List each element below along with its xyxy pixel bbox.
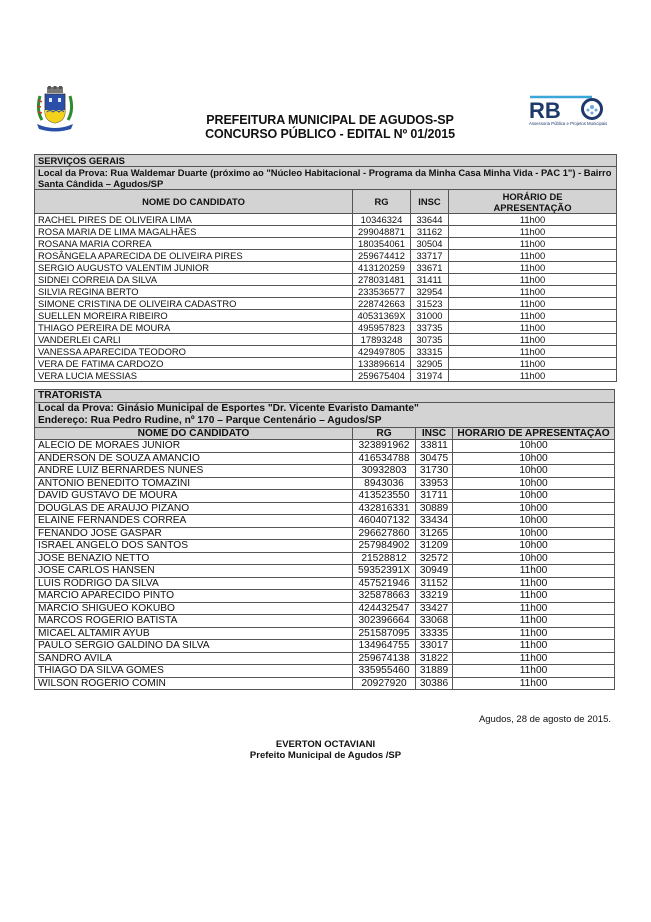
registration-number: 33434 xyxy=(416,515,453,528)
table-row xyxy=(35,565,615,578)
table-row xyxy=(35,540,615,553)
registration-number: 33717 xyxy=(411,250,449,262)
registration-number: 31822 xyxy=(416,652,453,665)
table-row xyxy=(35,346,617,358)
presentation-time: 11h00 xyxy=(453,577,615,590)
signer-name: EVERTON OCTAVIANI xyxy=(275,739,376,750)
table-row xyxy=(35,214,617,226)
candidate-name: JOSÉ BENAZIO NETTO xyxy=(35,552,353,565)
rg-number: 278031481 xyxy=(353,274,411,286)
table-row xyxy=(35,640,615,653)
candidate-name: SIDNEI CORREIA DA SILVA xyxy=(35,274,353,286)
table-row xyxy=(35,665,615,678)
rg-number: 10346324 xyxy=(353,214,411,226)
candidate-name: ROSÂNGELA APARECIDA DE OLIVEIRA PIRES xyxy=(35,250,353,262)
column-header-insc: INSC xyxy=(411,190,449,214)
presentation-time: 11h00 xyxy=(453,565,615,578)
registration-number: 31209 xyxy=(416,540,453,553)
table-row xyxy=(35,627,615,640)
registration-number: 30386 xyxy=(416,677,453,690)
registration-number: 33315 xyxy=(411,346,449,358)
rg-number: 416534788 xyxy=(353,452,416,465)
exam-location: Local da Prova: Rua Waldemar Duarte (próximo ao "Núcleo Habitacional - Programa da Minha Casa Minha Vida - PAC 1") - Bairro Santa Cândida – Agudos/SP xyxy=(35,167,617,190)
rg-number: 8943036 xyxy=(353,477,416,490)
table-row xyxy=(35,677,615,690)
candidate-name: WILSON ROGÉRIO COMIN xyxy=(35,677,353,690)
registration-number: 31711 xyxy=(416,490,453,503)
candidate-name: DAVID GUSTAVO DE MOURA xyxy=(35,490,353,503)
candidate-name: FENANDO JOSÉ GASPAR xyxy=(35,527,353,540)
presentation-time: 10h00 xyxy=(453,540,615,553)
registration-number: 31000 xyxy=(411,310,449,322)
rg-number: 323891962 xyxy=(353,440,416,453)
presentation-time: 11h00 xyxy=(453,590,615,603)
column-header-insc: INSC xyxy=(416,427,453,440)
rg-number: 259675404 xyxy=(353,370,411,382)
candidate-name: ANTONIO BENEDITO TOMAZINI xyxy=(35,477,353,490)
candidate-name: VERA DE FATIMA CARDOZO xyxy=(35,358,353,370)
presentation-time: 11h00 xyxy=(449,226,617,238)
registration-number: 31523 xyxy=(411,298,449,310)
rg-number: 495957823 xyxy=(353,322,411,334)
candidate-name: RACHEL PIRES DE OLIVEIRA LIMA xyxy=(35,214,353,226)
candidate-name: SANDRO AVILA xyxy=(35,652,353,665)
title-line-1: PREFEITURA MUNICIPAL DE AGUDOS-SP xyxy=(206,113,454,127)
registration-number: 33219 xyxy=(416,590,453,603)
table-row xyxy=(35,358,617,370)
registration-number: 30504 xyxy=(411,238,449,250)
candidate-name: SERGIO AUGUSTO VALENTIM JUNIOR xyxy=(35,262,353,274)
section-title: TRATORISTA xyxy=(35,390,615,403)
candidate-name: PAULO SÉRGIO GALDINO DA SILVA xyxy=(35,640,353,653)
rg-number: 299048871 xyxy=(353,226,411,238)
presentation-time: 11h00 xyxy=(449,358,617,370)
presentation-time: 11h00 xyxy=(449,298,617,310)
table-row xyxy=(35,477,615,490)
registration-number: 30735 xyxy=(411,334,449,346)
presentation-time: 11h00 xyxy=(449,322,617,334)
table-row xyxy=(35,238,617,250)
municipal-coat-of-arms-logo xyxy=(34,86,76,132)
registration-number: 31411 xyxy=(411,274,449,286)
presentation-time: 11h00 xyxy=(449,346,617,358)
presentation-time: 10h00 xyxy=(453,490,615,503)
registration-number: 32905 xyxy=(411,358,449,370)
table-row xyxy=(35,577,615,590)
table-row xyxy=(35,262,617,274)
presentation-time: 10h00 xyxy=(453,477,615,490)
presentation-time: 11h00 xyxy=(449,370,617,382)
registration-number: 32572 xyxy=(416,552,453,565)
column-header-name: NOME DO CANDIDATO xyxy=(35,190,353,214)
column-header-time: HORÁRIO DE APRESENTAÇÃO xyxy=(449,190,617,214)
table-row xyxy=(35,274,617,286)
svg-text:RB: RB xyxy=(529,98,561,123)
presentation-time: 10h00 xyxy=(453,465,615,478)
registration-number: 33335 xyxy=(416,627,453,640)
column-header-rg: RG xyxy=(353,190,411,214)
rg-number: 134964755 xyxy=(353,640,416,653)
rg-number: 460407132 xyxy=(353,515,416,528)
candidate-name: ROSA MARIA DE LIMA MAGALHÃES xyxy=(35,226,353,238)
candidate-name: VANDERLEI CARLI xyxy=(35,334,353,346)
table-row xyxy=(35,490,615,503)
presentation-time: 10h00 xyxy=(453,527,615,540)
table-row xyxy=(35,590,615,603)
candidate-name: MÁRCIO SHIGUEO KOKUBO xyxy=(35,602,353,615)
candidate-name: SILVIA REGINA BERTO xyxy=(35,286,353,298)
presentation-time: 11h00 xyxy=(453,640,615,653)
table-row xyxy=(35,552,615,565)
rg-number: 424432547 xyxy=(353,602,416,615)
presentation-time: 11h00 xyxy=(449,214,617,226)
rg-number: 413120259 xyxy=(353,262,411,274)
registration-number: 31730 xyxy=(416,465,453,478)
rg-number: 429497805 xyxy=(353,346,411,358)
registration-number: 33644 xyxy=(411,214,449,226)
table-row xyxy=(35,615,615,628)
table-row xyxy=(35,298,617,310)
candidate-name: THIAGO DA SILVA GOMES xyxy=(35,665,353,678)
table-row xyxy=(35,502,615,515)
servicos-gerais-table xyxy=(34,154,617,382)
rg-number: 257984902 xyxy=(353,540,416,553)
registration-number: 30475 xyxy=(416,452,453,465)
table-row xyxy=(35,310,617,322)
candidate-name: SUELLEN MOREIRA RIBEIRO xyxy=(35,310,353,322)
candidate-name: MARCIO APARECIDO PINTO xyxy=(35,590,353,603)
rg-number: 21528812 xyxy=(353,552,416,565)
presentation-time: 11h00 xyxy=(449,274,617,286)
table-row xyxy=(35,334,617,346)
presentation-time: 10h00 xyxy=(453,552,615,565)
table-row xyxy=(35,322,617,334)
candidate-name: ANDERSON DE SOUZA AMANCIO xyxy=(35,452,353,465)
candidate-name: ALECIO DE MORAES JUNIOR xyxy=(35,440,353,453)
rg-number: 296627860 xyxy=(353,527,416,540)
exam-location xyxy=(35,402,615,427)
candidate-name: ROSANA MARIA CORREA xyxy=(35,238,353,250)
rg-number: 335955460 xyxy=(353,665,416,678)
rg-number: 233536577 xyxy=(353,286,411,298)
candidate-name: VERA LUCIA MESSIAS xyxy=(35,370,353,382)
registration-number: 33953 xyxy=(416,477,453,490)
registration-number: 33811 xyxy=(416,440,453,453)
registration-number: 30889 xyxy=(416,502,453,515)
registration-number: 33017 xyxy=(416,640,453,653)
presentation-time: 11h00 xyxy=(453,602,615,615)
candidate-name: JOSE CARLOS HANSEN xyxy=(35,565,353,578)
rbo-logo xyxy=(528,94,610,126)
location-address: Endereço: Rua Pedro Rudine, nº 170 – Parque Centenário – Agudos/SP xyxy=(38,414,382,426)
presentation-time: 11h00 xyxy=(453,615,615,628)
registration-number: 31152 xyxy=(416,577,453,590)
rg-number: 259674138 xyxy=(353,652,416,665)
registration-number: 33735 xyxy=(411,322,449,334)
candidate-name: THIAGO PEREIRA DE MOURA xyxy=(35,322,353,334)
presentation-time: 11h00 xyxy=(449,262,617,274)
column-header-name: NOME DO CANDIDATO xyxy=(35,427,353,440)
table-row xyxy=(35,602,615,615)
registration-number: 33427 xyxy=(416,602,453,615)
tratorista-table xyxy=(34,389,615,690)
rg-number: 180354061 xyxy=(353,238,411,250)
registration-number: 31974 xyxy=(411,370,449,382)
document-title xyxy=(180,113,480,141)
candidate-name: SIMONE CRISTINA DE OLIVEIRA CADASTRO xyxy=(35,298,353,310)
presentation-time: 11h00 xyxy=(449,286,617,298)
presentation-time: 11h00 xyxy=(449,310,617,322)
registration-number: 31265 xyxy=(416,527,453,540)
title-line-2: CONCURSO PÚBLICO - EDITAL Nº 01/2015 xyxy=(205,127,455,141)
presentation-time: 11h00 xyxy=(449,250,617,262)
rg-number: 413523550 xyxy=(353,490,416,503)
rg-number: 133896614 xyxy=(353,358,411,370)
table-row xyxy=(35,440,615,453)
registration-number: 31889 xyxy=(416,665,453,678)
presentation-time: 11h00 xyxy=(453,627,615,640)
location-line-1: Local da Prova: Ginásio Municipal de Esportes "Dr. Vicente Evaristo Damante" xyxy=(38,402,419,414)
rg-number: 251587095 xyxy=(353,627,416,640)
table-row xyxy=(35,286,617,298)
table-row xyxy=(35,250,617,262)
presentation-time: 10h00 xyxy=(453,440,615,453)
table-row xyxy=(35,527,615,540)
presentation-time: 10h00 xyxy=(453,502,615,515)
candidate-name: MICAEL ALTAMIR AYUB xyxy=(35,627,353,640)
rg-number: 30932803 xyxy=(353,465,416,478)
rg-number: 59352391X xyxy=(353,565,416,578)
candidate-name: MARCOS ROGÉRIO BATISTA xyxy=(35,615,353,628)
candidate-name: ISRAEL ANGELO DOS SANTOS xyxy=(35,540,353,553)
rg-number: 40531369X xyxy=(353,310,411,322)
rg-number: 325878663 xyxy=(353,590,416,603)
registration-number: 33068 xyxy=(416,615,453,628)
table-row xyxy=(35,370,617,382)
registration-number: 30949 xyxy=(416,565,453,578)
rg-number: 17893248 xyxy=(353,334,411,346)
presentation-time: 11h00 xyxy=(453,665,615,678)
rg-number: 259674412 xyxy=(353,250,411,262)
rg-number: 228742663 xyxy=(353,298,411,310)
rg-number: 457521946 xyxy=(353,577,416,590)
signer-title: Prefeito Municipal de Agudos /SP xyxy=(249,750,402,761)
candidate-name: DOUGLAS DE ARAUJO PIZANO xyxy=(35,502,353,515)
presentation-time: 10h00 xyxy=(453,452,615,465)
candidate-name: ANDRÉ LUIZ BERNARDES NUNES xyxy=(35,465,353,478)
rg-number: 432816331 xyxy=(353,502,416,515)
presentation-time: 10h00 xyxy=(453,515,615,528)
registration-number: 32954 xyxy=(411,286,449,298)
column-header-rg: RG xyxy=(353,427,416,440)
candidate-name: LUIS RODRIGO DA SILVA xyxy=(35,577,353,590)
presentation-time: 11h00 xyxy=(453,677,615,690)
table-row xyxy=(35,452,615,465)
svg-text:Assessoria Pública e Projetos: Assessoria Pública e Projetos Municipais xyxy=(529,121,608,126)
registration-number: 31162 xyxy=(411,226,449,238)
candidate-name: VANESSA APARECIDA TEODORO xyxy=(35,346,353,358)
presentation-time: 11h00 xyxy=(449,238,617,250)
registration-number: 33671 xyxy=(411,262,449,274)
table-row xyxy=(35,515,615,528)
table-row xyxy=(35,465,615,478)
place-and-date: Agudos, 28 de agosto de 2015. xyxy=(478,714,611,725)
table-row xyxy=(35,226,617,238)
candidate-name: ELAINE FERNANDES CORREA xyxy=(35,515,353,528)
presentation-time: 11h00 xyxy=(449,334,617,346)
rg-number: 20927920 xyxy=(353,677,416,690)
column-header-time: HORÁRIO DE APRESENTAÇÃO xyxy=(453,427,615,440)
signature-block xyxy=(0,739,651,761)
presentation-time: 11h00 xyxy=(453,652,615,665)
section-title: SERVIÇOS GERAIS xyxy=(35,155,617,167)
table-row xyxy=(35,652,615,665)
rg-number: 302396664 xyxy=(353,615,416,628)
